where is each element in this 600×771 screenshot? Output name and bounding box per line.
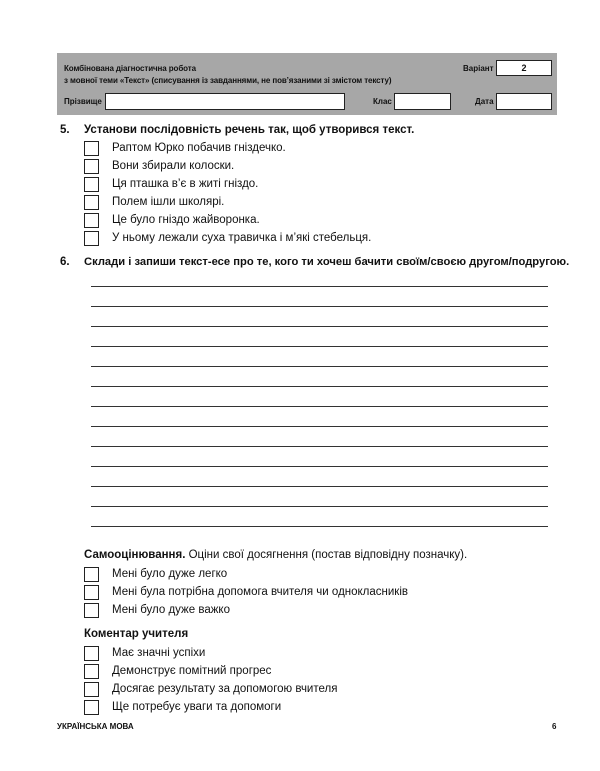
checkbox[interactable] (84, 585, 99, 600)
self-assessment-option-text: Мені була потрібна допомога вчителя чи однокласників (112, 586, 409, 598)
self-assessment-instruction: Оціни свої досягнення (постав відповідну позначку). (185, 549, 468, 561)
variant-label: Варіант (463, 64, 494, 73)
checkbox[interactable] (84, 213, 99, 228)
writing-line (91, 426, 548, 427)
teacher-comment-option-text: Має значні успіхи (112, 647, 206, 659)
checkbox[interactable] (84, 646, 99, 661)
q5-option-text: Раптом Юрко побачив гніздечко. (112, 142, 286, 154)
work-subtitle: з мовної теми «Текст» (списування із завданнями, не пов’язаними зі змістом тексту) (64, 76, 392, 85)
writing-line (91, 486, 548, 487)
date-field[interactable] (496, 93, 552, 110)
checkbox[interactable] (84, 141, 99, 156)
checkbox[interactable] (84, 231, 99, 246)
q5-option-text: Вони збирали колоски. (112, 160, 235, 172)
class-label: Клас (373, 97, 392, 106)
teacher-comment-option-text: Ще потребує уваги та допомоги (112, 701, 282, 713)
writing-line (91, 506, 548, 507)
self-assessment-option-text: Мені було дуже важко (112, 604, 230, 616)
checkbox[interactable] (84, 177, 99, 192)
footer-subject: УКРАЇНСЬКА МОВА (57, 722, 134, 731)
writing-line (91, 526, 548, 527)
teacher-comment-option-text: Демонструє помітний прогрес (112, 665, 272, 677)
writing-line (91, 346, 548, 347)
writing-line (91, 366, 548, 367)
q5-option-text: Ця пташка в’є в житі гніздо. (112, 178, 259, 190)
checkbox[interactable] (84, 603, 99, 618)
writing-line (91, 466, 548, 467)
writing-line (91, 386, 548, 387)
surname-field[interactable] (105, 93, 345, 110)
question-6-number: 6. (60, 256, 70, 268)
checkbox[interactable] (84, 195, 99, 210)
q5-option-text: Полем ішли школярі. (112, 196, 225, 208)
writing-line (91, 286, 548, 287)
class-field[interactable] (394, 93, 451, 110)
self-assessment-heading: Самооцінювання. (84, 549, 186, 561)
checkbox[interactable] (84, 700, 99, 715)
self-assessment-title (84, 549, 467, 561)
q5-option-text: У ньому лежали суха травичка і м’які стебельця. (112, 232, 372, 244)
writing-line (91, 446, 548, 447)
q5-option-text: Це було гніздо жайворонка. (112, 214, 260, 226)
writing-line (91, 326, 548, 327)
teacher-comment-option-text: Досягає результату за допомогою вчителя (112, 683, 338, 695)
variant-value: 2 (496, 60, 552, 76)
writing-line (91, 306, 548, 307)
header-band (57, 53, 557, 115)
surname-label: Прізвище (64, 97, 102, 106)
question-5-title: Установи послідовність речень так, щоб утворився текст. (84, 124, 415, 136)
page-number: 6 (552, 722, 557, 731)
checkbox[interactable] (84, 159, 99, 174)
self-assessment-option-text: Мені було дуже легко (112, 568, 228, 580)
writing-line (91, 406, 548, 407)
work-title: Комбінована діагностична робота (64, 64, 196, 73)
date-label: Дата (475, 97, 494, 106)
question-5-number: 5. (60, 124, 70, 136)
checkbox[interactable] (84, 567, 99, 582)
checkbox[interactable] (84, 682, 99, 697)
question-6-title: Склади і запиши текст-есе про те, кого ти хочеш бачити своїм/своєю другом/подругою. (84, 256, 570, 268)
checkbox[interactable] (84, 664, 99, 679)
teacher-comment-title: Коментар учителя (84, 628, 189, 640)
